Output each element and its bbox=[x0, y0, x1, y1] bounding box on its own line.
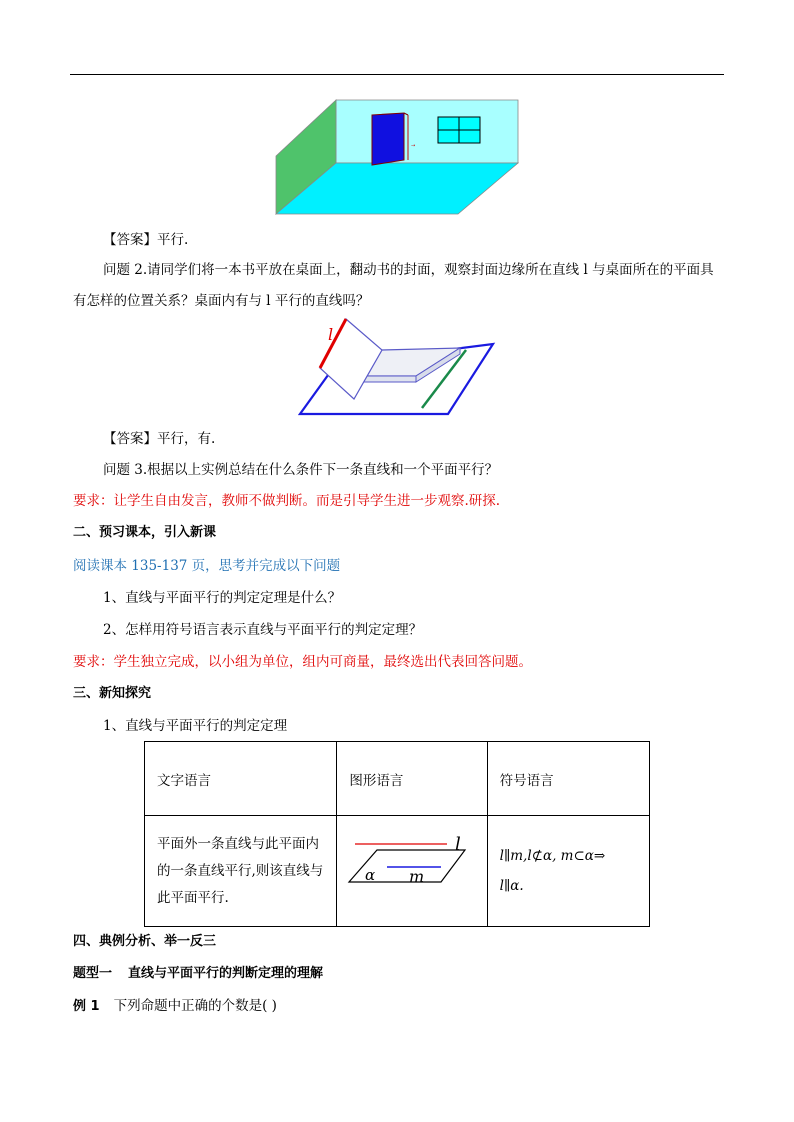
question-list-item: 2、怎样用符号语言表示直线与平面平行的判定定理？ bbox=[103, 622, 423, 638]
requirement-1: 要求：让学生自由发言，教师不做判断。而是引导学生进一步观察.研探. bbox=[73, 493, 501, 509]
text-language-content: 平面外一条直线与此平面内的一条直线平行,则该直线与此平面平行. bbox=[157, 835, 324, 906]
text-language-cell bbox=[145, 816, 337, 927]
header-figure-language: 图形语言 bbox=[337, 742, 487, 816]
header-symbol-language: 符号语言 bbox=[487, 742, 649, 816]
question-3: 问题 3.根据以上实例总结在什么条件下一条直线和一个平面平行？ bbox=[103, 462, 499, 478]
question-2-line2: 有怎样的位置关系？桌面内有与 l 平行的直线吗？ bbox=[73, 293, 370, 309]
symbol-line-1: l∥m,l⊄α, m⊂α⇒ bbox=[499, 848, 606, 864]
question-2-line1: 问题 2.请同学们将一本书平放在桌面上，翻动书的封面，观察封面边缘所在直线 l 与桌面所在的平面具 bbox=[103, 262, 714, 278]
line-l-label: l bbox=[328, 325, 334, 344]
figure-language-cell bbox=[337, 816, 487, 927]
reading-task: 阅读课本 135-137 页，思考并完成以下问题 bbox=[73, 558, 341, 574]
symbol-line-2: l∥α. bbox=[499, 878, 524, 894]
question-list-item: 1、直线与平面平行的判定定理是什么？ bbox=[103, 590, 342, 606]
room-illustration bbox=[274, 99, 520, 217]
type-1-heading: 题型一 直线与平面平行的判断定理的理解 bbox=[73, 966, 324, 981]
label-m: m bbox=[409, 867, 425, 886]
door-tiny-label: → bbox=[411, 143, 416, 149]
section-2-title: 二、预习课本，引入新课 bbox=[73, 525, 217, 540]
back-wall bbox=[336, 100, 518, 163]
section-4-title: 四、典例分析、举一反三 bbox=[73, 934, 217, 949]
requirement-2: 要求：学生独立完成，以小组为单位，组内可商量，最终选出代表回答问题。 bbox=[73, 654, 532, 670]
label-l: l bbox=[455, 834, 462, 855]
answer-1: 【答案】平行. bbox=[103, 232, 189, 248]
header-rule bbox=[70, 74, 724, 75]
door bbox=[372, 113, 404, 165]
label-alpha: α bbox=[365, 866, 376, 884]
symbol-language-cell bbox=[487, 816, 649, 927]
table-header-row bbox=[145, 742, 650, 816]
table-body-row bbox=[145, 816, 650, 927]
plane-line-figure bbox=[337, 816, 486, 922]
section-3-title: 三、新知探究 bbox=[73, 686, 152, 701]
theorem-table bbox=[144, 741, 650, 927]
subsection-title: 1、直线与平面平行的判定定理 bbox=[103, 718, 288, 734]
answer-2: 【答案】平行，有. bbox=[103, 431, 216, 447]
example-1: 例 1 下列命题中正确的个数是( ) bbox=[73, 998, 277, 1014]
header-text-language: 文字语言 bbox=[145, 742, 337, 816]
book-on-table-illustration bbox=[298, 318, 496, 418]
